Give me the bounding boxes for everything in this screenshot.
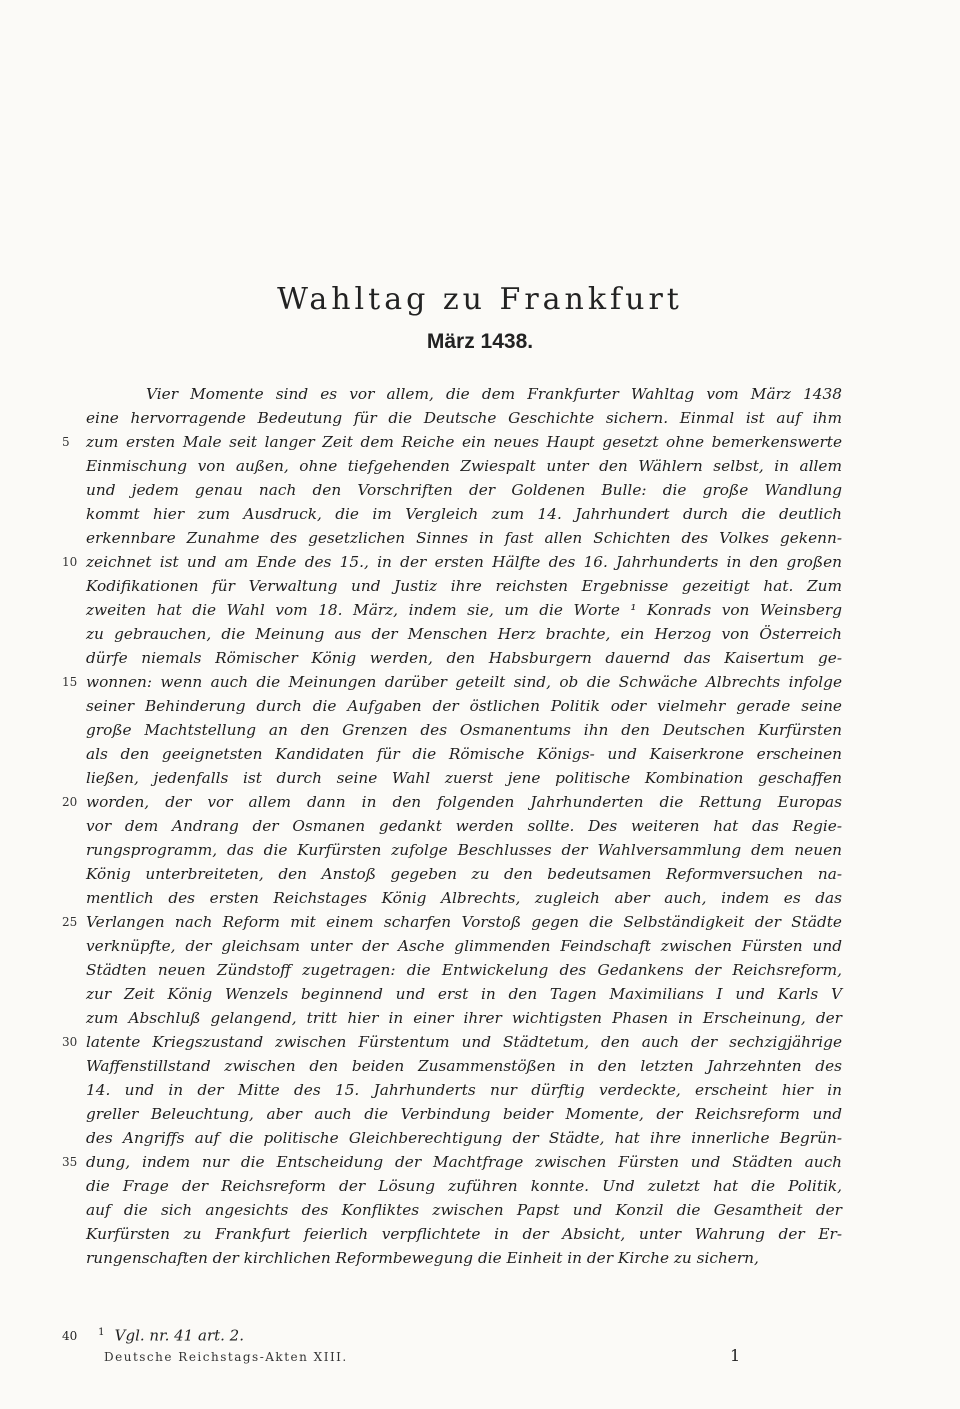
text-line: auf die sich angesichts des Konfliktes zwischen Papst und Konzil die Gesamtheit der (86, 1201, 842, 1219)
running-footer: Deutsche Reichstags-Akten XIII. (104, 1350, 348, 1364)
text-line: kommt hier zum Ausdruck, die im Vergleich zum 14. Jahrhundert durch die deutlich (86, 505, 842, 523)
text-line: König unterbreiteten, den Anstoß gegeben zu den bedeutsamen Reformversuchen na- (86, 865, 842, 883)
text-line: zu gebrauchen, die Meinung aus der Menschen Herz brachte, ein Herzog von Österreich (86, 625, 842, 643)
text-line: zur Zeit König Wenzels beginnend und erst in den Tagen Maximilians I und Karls V (86, 985, 842, 1003)
text-line: Städten neuen Zündstoff zugetragen: die Entwickelung des Gedankens der Reichsreform, (86, 961, 842, 979)
text-line: dung, indem nur die Entscheidung der Machtfrage zwischen Fürsten und Städten auch (86, 1153, 842, 1171)
text-line: als den geeignetsten Kandidaten für die Römische Königs- und Kaiserkrone erscheinen (86, 745, 842, 763)
line-number: 35 (62, 1155, 78, 1169)
text-line: Kodifikationen für Verwaltung und Justiz ihre reichsten Ergebnisse gezeitigt hat. Zum (86, 577, 842, 595)
text-line: rungsprogramm, das die Kurfürsten zufolge Beschlusses der Wahlversammlung dem neuen (86, 841, 842, 859)
text-line: zeichnet ist und am Ende des 15., in der ersten Hälfte des 16. Jahrhunderts in den großen (86, 553, 842, 571)
text-line: seiner Behinderung durch die Aufgaben der östlichen Politik oder vielmehr gerade seine (86, 697, 842, 715)
text-line: latente Kriegszustand zwischen Fürstentum und Städtetum, den auch der sechzigjährige (86, 1033, 842, 1051)
line-number: 20 (62, 795, 78, 809)
text-line: eine hervorragende Bedeutung für die Deutsche Geschichte sichern. Einmal ist auf ihm (86, 409, 842, 427)
footnote-text: Vgl. nr. 41 art. 2. (114, 1326, 244, 1345)
text-line: erkennbare Zunahme des gesetzlichen Sinnes in fast allen Schichten des Volkes gekenn- (86, 529, 842, 547)
text-line: vor dem Andrang der Osmanen gedankt werden sollte. Des weiteren hat das Regie- (86, 817, 842, 835)
text-line: Kurfürsten zu Frankfurt feierlich verpflichtete in der Absicht, unter Wahrung der Er- (86, 1225, 842, 1243)
text-line: dürfe niemals Römischer König werden, den Habsburgern dauernd das Kaisertum ge- (86, 649, 842, 667)
text-line: große Machtstellung an den Grenzen des Osmanentums ihn den Deutschen Kurfürsten (86, 721, 842, 739)
footnote-mark: 1 (98, 1327, 105, 1338)
text-line: verknüpfte, der gleichsam unter der Asche glimmenden Feindschaft zwischen Fürsten und (86, 937, 842, 955)
text-line: Waffenstillstand zwischen den beiden Zusammenstößen in den letzten Jahrzehnten des (86, 1057, 842, 1075)
page-subtitle: März 1438. (426, 330, 534, 353)
page-number: 1 (730, 1346, 741, 1365)
text-line: zum Abschluß gelangend, tritt hier in einer ihrer wichtigsten Phasen in Erscheinung, der (86, 1009, 842, 1027)
text-line: Verlangen nach Reform mit einem scharfen Vorstoß gegen die Selbständigkeit der Städte (86, 913, 842, 931)
text-line: und jedem genau nach den Vorschriften der Goldenen Bulle: die große Wandlung (86, 481, 842, 499)
line-number: 5 (62, 435, 70, 449)
text-line: rungenschaften der kirchlichen Reformbewegung die Einheit in der Kirche zu sichern, (86, 1249, 759, 1267)
text-line: ließen, jedenfalls ist durch seine Wahl zuerst jene politische Kombination geschaffen (86, 769, 842, 787)
text-line: Einmischung von außen, ohne tiefgehenden Zwiespalt unter den Wählern selbst, in allem (86, 457, 842, 475)
text-line: wonnen: wenn auch die Meinungen darüber geteilt sind, ob die Schwäche Albrechts infolge (86, 673, 842, 691)
page-title: Wahltag zu Frankfurt (277, 282, 683, 317)
line-number: 25 (62, 915, 78, 929)
text-line: die Frage der Reichsreform der Lösung zuführen konnte. Und zuletzt hat die Politik, (86, 1177, 842, 1195)
footnote (62, 1322, 244, 1344)
text-line: des Angriffs auf die politische Gleichberechtigung der Städte, hat ihre innerliche Begrün- (86, 1129, 842, 1147)
line-number: 15 (62, 675, 78, 689)
text-line: mentlich des ersten Reichstages König Albrechts, zugleich aber auch, indem es das (86, 889, 842, 907)
text-line: zum ersten Male seit langer Zeit dem Reiche ein neues Haupt gesetzt ohne bemerkenswerte (86, 433, 842, 451)
text-line: zweiten hat die Wahl vom 18. März, indem sie, um die Worte ¹ Konrads von Weinsberg (86, 601, 842, 619)
text-line: 14. und in der Mitte des 15. Jahrhunderts nur dürftig verdeckte, erscheint hier in (86, 1081, 842, 1099)
line-number: 40 (62, 1329, 78, 1344)
text-line: worden, der vor allem dann in den folgenden Jahrhunderten die Rettung Europas (86, 793, 842, 811)
text-line: greller Beleuchtung, aber auch die Verbindung beider Momente, der Reichsreform und (86, 1105, 842, 1123)
text-line: Vier Momente sind es vor allem, die dem Frankfurter Wahltag vom März 1438 (146, 385, 842, 403)
line-number: 30 (62, 1035, 78, 1049)
line-number: 10 (62, 555, 78, 569)
